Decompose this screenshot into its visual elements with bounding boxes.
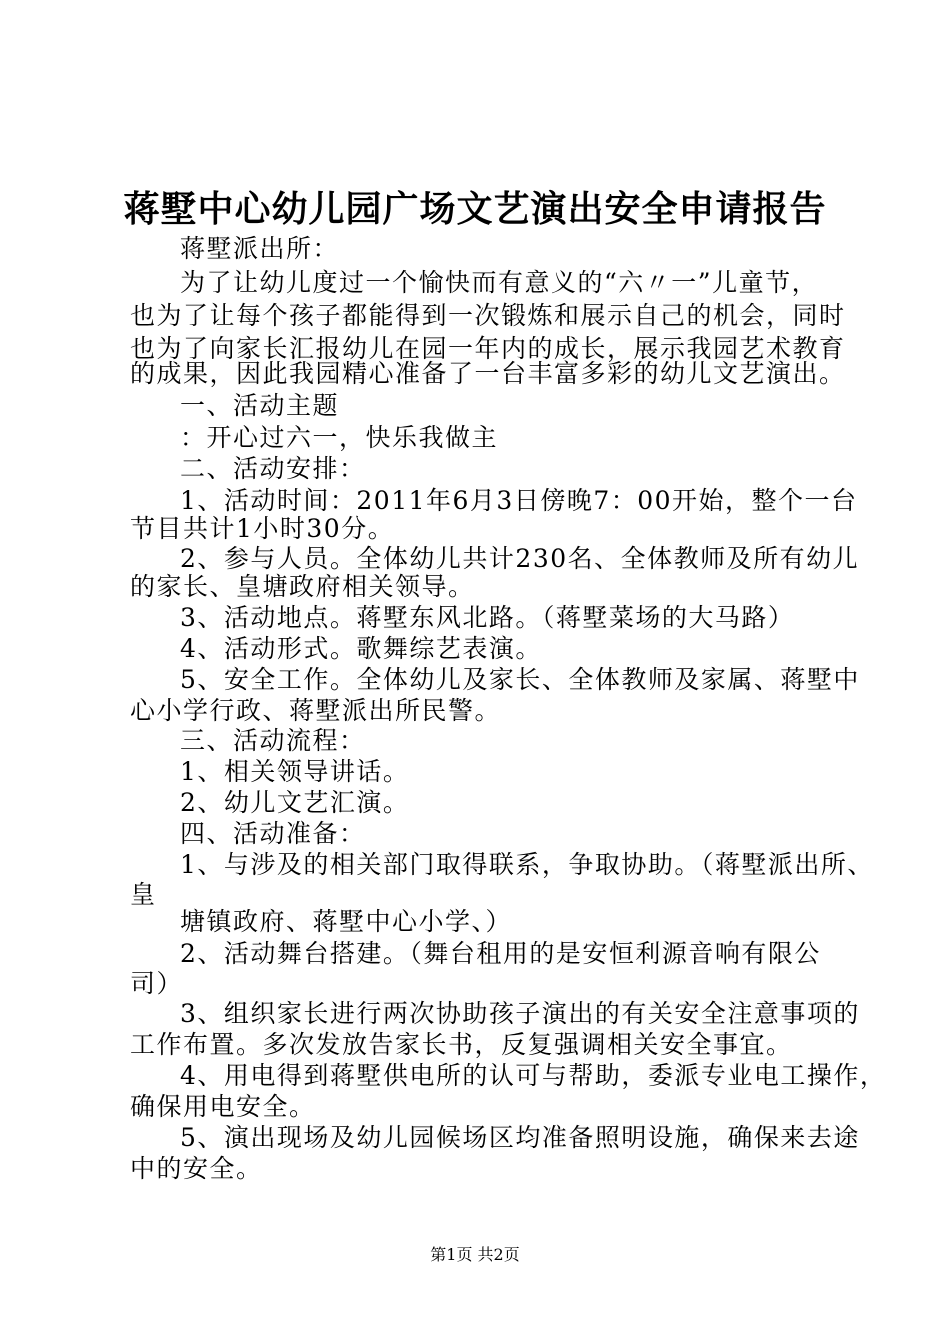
- body-line: 皇: [130, 880, 157, 909]
- body-line: 节目共计1小时30分。: [130, 514, 395, 543]
- body-line: 也为了让每个孩子都能得到一次锻炼和展示自己的机会，同时: [130, 301, 846, 330]
- section-heading: 四、活动准备：: [180, 819, 366, 848]
- body-line: 3、活动地点。蒋墅东风北路。（蒋墅菜场的大马路）: [180, 603, 795, 632]
- body-line: ：开心过六一，快乐我做主: [180, 423, 499, 452]
- body-line: 1、与涉及的相关部门取得联系，争取协助。（蒋墅派出所、: [180, 850, 874, 879]
- body-line: 5、演出现场及幼儿园候场区均准备照明设施，确保来去途: [180, 1123, 860, 1152]
- body-line: 2、幼儿文艺汇演。: [180, 788, 410, 817]
- body-line: 司）: [130, 969, 184, 998]
- body-line: 塘镇政府、蒋墅中心小学、）: [180, 907, 513, 936]
- body-line: 中的安全。: [130, 1154, 263, 1183]
- section-heading: 一、活动主题: [180, 391, 340, 420]
- body-line: 3、组织家长进行两次协助孩子演出的有关安全注意事项的: [180, 999, 860, 1028]
- salutation: 蒋墅派出所：: [180, 234, 340, 263]
- body-line: 4、活动形式。歌舞综艺表演。: [180, 634, 542, 663]
- section-heading: 三、活动流程：: [180, 726, 366, 755]
- body-line: 1、活动时间：2011年6月3日傍晚7：00开始，整个一台: [180, 486, 858, 515]
- body-line: 4、用电得到蒋墅供电所的认可与帮助，委派专业电工操作，: [180, 1061, 887, 1090]
- body-line: 为了让幼儿度过一个愉快而有意义的“六〃一”儿童节，: [180, 268, 819, 297]
- document-title: 蒋墅中心幼儿园广场文艺演出安全申请报告: [123, 188, 827, 230]
- body-line: 2、活动舞台搭建。（舞台租用的是安恒利源音响有限公: [180, 939, 821, 968]
- page-number: 第1页 共2页: [430, 1245, 520, 1264]
- body-line: 2、参与人员。全体幼儿共计230名、全体教师及所有幼儿: [180, 544, 860, 573]
- body-line: 工作布置。多次发放告家长书，反复强调相关安全事宜。: [130, 1030, 793, 1059]
- body-line: 5、安全工作。全体幼儿及家长、全体教师及家属、蒋墅中: [180, 665, 860, 694]
- section-heading: 二、活动安排：: [180, 454, 366, 483]
- body-line: 的家长、皇塘政府相关领导。: [130, 572, 475, 601]
- body-line: 也为了向家长汇报幼儿在园一年内的成长，展示我园艺术教育: [130, 334, 846, 363]
- body-line: 的成果，因此我园精心准备了一台丰富多彩的幼儿文艺演出。: [130, 359, 846, 388]
- body-line: 确保用电安全。: [130, 1092, 316, 1121]
- body-line: 1、相关领导讲话。: [180, 757, 410, 786]
- body-line: 心小学行政、蒋墅派出所民警。: [130, 696, 502, 725]
